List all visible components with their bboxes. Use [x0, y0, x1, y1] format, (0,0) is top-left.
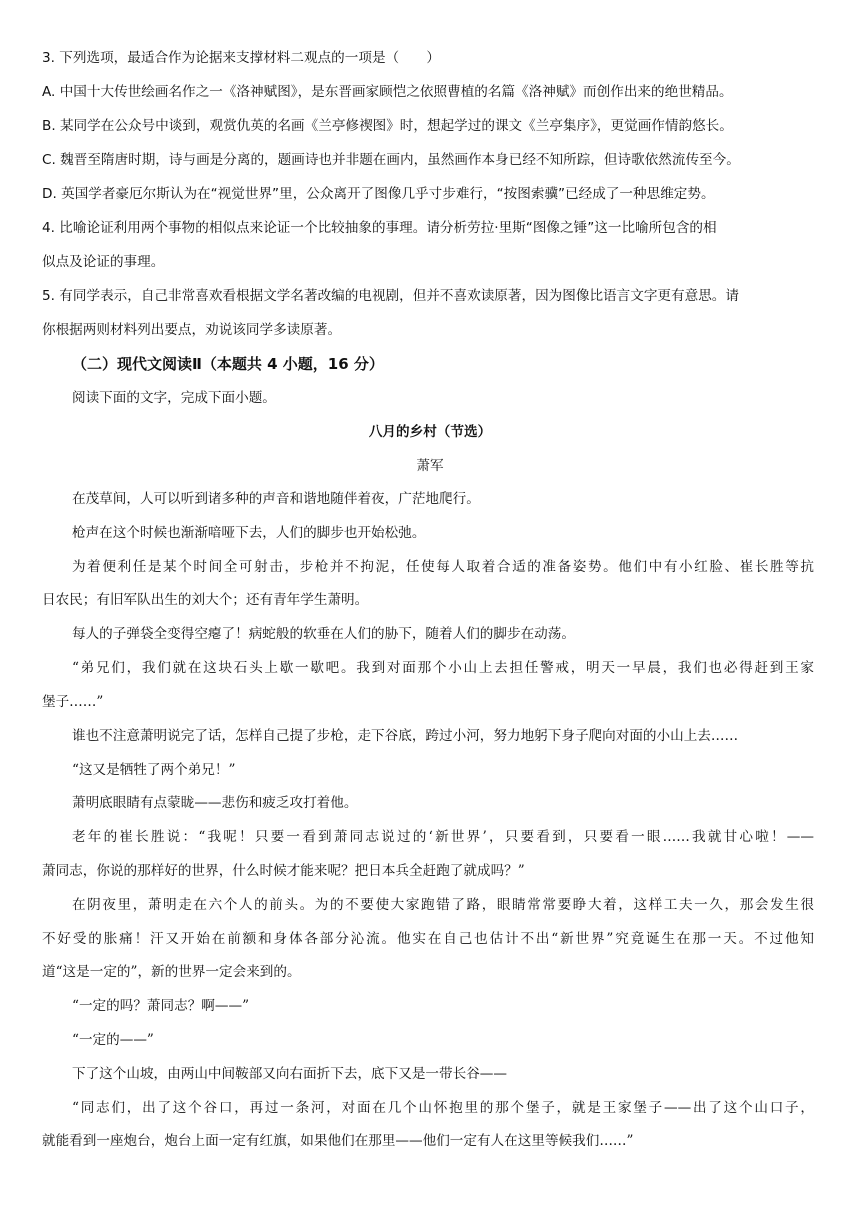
- passage-line: 每人的子弹袋全变得空瘪了！病蛇般的软垂在人们的胁下，随着人们的脚步在动荡。: [72, 626, 575, 642]
- passage-line: 为着便利任是某个时间全可射击，步枪并不拘泥，任使每人取着合适的准备姿势。他们中有小红脸、崔长胜等抗: [72, 559, 814, 575]
- question-3-option-c: C. 魏晋至隋唐时期，诗与画是分离的，题画诗也并非题在画内，虽然画作本身已经不知所踪，但诗歌依然流传至今。: [42, 152, 740, 168]
- passage-line: 在茂草间，人可以听到诸多种的声音和谐地随伴着夜，广茫地爬行。: [72, 491, 480, 507]
- question-4-line-2: 似点及论证的事理。: [42, 254, 165, 270]
- passage-line: 下了这个山坡，由两山中间鞍部又向右面折下去，底下又是一带长谷——: [72, 1066, 507, 1082]
- passage-line: 在阴夜里，萧明走在六个人的前头。为的不要使大家跑错了路，眼睛常常要睁大着，这样工夫一久，那会发生很: [72, 897, 814, 913]
- passage-line: 萧同志，你说的那样好的世界，什么时候才能来呢？把日本兵全赶跑了就成吗？”: [42, 863, 525, 879]
- passage-title: 八月的乡村（节选）: [368, 424, 492, 440]
- passage-line: 谁也不注意萧明说完了话，怎样自己提了步枪，走下谷底，跨过小河，努力地躬下身子爬向对面的小山上去……: [72, 728, 739, 744]
- question-3-option-d: D. 英国学者豪厄尔斯认为在“视觉世界”里，公众离开了图像几乎寸步难行，“按图索骥”已经成了一种思维定势。: [42, 186, 715, 202]
- passage-line: “一定的——”: [72, 1032, 154, 1048]
- passage-line: 枪声在这个时候也渐渐喑哑下去，人们的脚步也开始松弛。: [72, 525, 426, 541]
- passage-line: 堡子……”: [42, 694, 104, 710]
- passage-line: 萧明底眼睛有点蒙眬——悲伤和疲乏攻打着他。: [72, 795, 358, 811]
- question-5-line-1: 5. 有同学表示，自己非常喜欢看根据文学名著改编的电视剧，但并不喜欢读原著，因为图像比语言文字更有意思。请: [42, 288, 739, 304]
- passage-line: 道“这是一定的”，新的世界一定会来到的。: [42, 964, 301, 980]
- passage-line: 老年的崔长胜说：“我呢！只要一看到萧同志说过的‘新世界’，只要看到，只要看一眼……我就甘心啦！——: [72, 829, 814, 845]
- question-3-option-b: B. 某同学在公众号中谈到，观赏仇英的名画《兰亭修禊图》时，想起学过的课文《兰亭集序》，更觉画作情韵悠长。: [42, 118, 733, 134]
- question-3-option-a: A. 中国十大传世绘画名作之一《洛神赋图》，是东晋画家顾恺之依照曹植的名篇《洛神赋》而创作出来的绝世精品。: [42, 84, 733, 100]
- passage-line: “同志们，出了这个谷口，再过一条河，对面在几个山怀抱里的那个堡子，就是王家堡子——出了这个山口子，: [72, 1100, 814, 1116]
- question-3: 3. 下列选项，最适合作为论据来支撑材料二观点的一项是（ ）: [42, 50, 440, 66]
- passage-line: 就能看到一座炮台，炮台上面一定有红旗，如果他们在那里——他们一定有人在这里等候我们……”: [42, 1133, 634, 1149]
- passage-line: “一定的吗？萧同志？啊——”: [72, 998, 250, 1014]
- passage-line: 不好受的胀痛！汗又开始在前额和身体各部分沁流。他实在自己也估计不出“新世界”究竟诞生在那一天。不过他知: [42, 931, 814, 947]
- passage-line: “这又是牺牲了两个弟兄！”: [72, 762, 236, 778]
- passage-line: “弟兄们，我们就在这块石头上歇一歇吧。我到对面那个小山上去担任警戒，明天一早晨，我们也必得赶到王家: [72, 660, 814, 676]
- section-heading: （二）现代文阅读Ⅱ（本题共 4 小题，16 分）: [72, 355, 384, 373]
- question-5-line-2: 你根据两则材料列出要点，劝说该同学多读原著。: [42, 322, 342, 338]
- question-4-line-1: 4. 比喻论证利用两个事物的相似点来论证一个比较抽象的事理。请分析劳拉·里斯“图像之锤”这一比喻所包含的相: [42, 220, 717, 236]
- section-instruction: 阅读下面的文字，完成下面小题。: [72, 390, 276, 406]
- passage-author: 萧军: [416, 458, 444, 474]
- passage-line: 日农民；有旧军队出生的刘大个；还有青年学生萧明。: [42, 592, 369, 608]
